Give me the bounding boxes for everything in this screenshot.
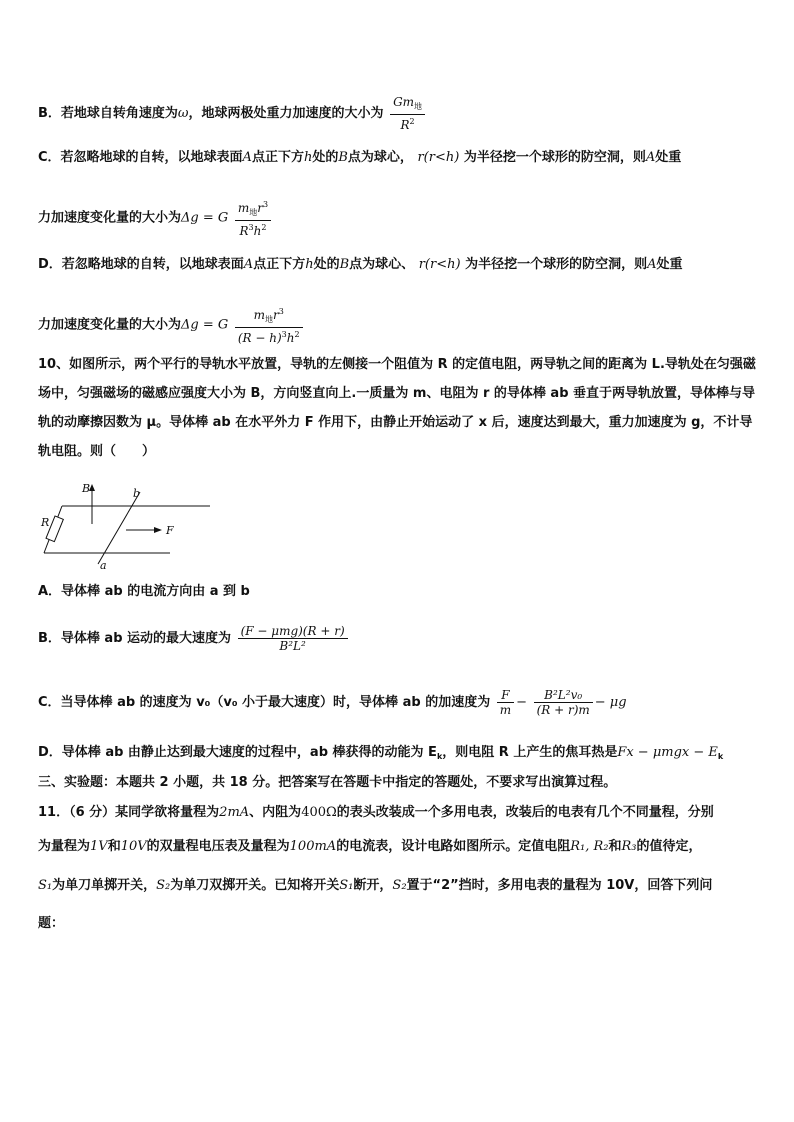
value: R₃ — [621, 839, 637, 854]
text: 的双量程电压表及量程为 — [146, 839, 290, 854]
var-A: A — [647, 257, 657, 272]
q10-c-frac1 — [497, 688, 514, 717]
frac-num: m — [253, 308, 265, 322]
q11-line3 — [38, 876, 712, 896]
frac-h: h — [286, 331, 295, 345]
value: 400Ω — [301, 805, 337, 820]
text: ，则电阻 R 上产生的焦耳热是 — [442, 745, 618, 760]
text: 11．（6 分）某同学欲将量程为 — [38, 805, 220, 820]
frac-sup: 2 — [294, 330, 300, 339]
formula-lhs: Δg = G — [181, 210, 229, 226]
var-A: A — [242, 150, 252, 165]
text: 为单刀双掷开关。已知将开关 — [170, 878, 340, 893]
force-arrowhead — [154, 527, 162, 533]
frac-den: (R − h) — [237, 331, 282, 345]
text: 点正下方 — [251, 150, 304, 165]
label-B: B — [82, 482, 91, 495]
text: 点为球心， — [347, 150, 413, 165]
var-A: A — [645, 150, 656, 165]
value: 2mA — [219, 805, 250, 820]
frac-sup: 3 — [281, 330, 287, 339]
var-h: h — [303, 150, 313, 165]
text: 点正下方 — [253, 257, 306, 272]
text: 为单刀单掷开关， — [52, 878, 157, 893]
text: 处的 — [313, 257, 340, 272]
text: 置于“2”挡时，多用电表的量程为 10V，回答下列问 — [406, 878, 713, 893]
label-a: a — [100, 559, 107, 572]
text: 的电流表，设计电路如图所示。定值电阻 — [336, 839, 571, 854]
value: 1V — [90, 839, 108, 854]
text: D．若忽略地球的自转，以地球表面 — [38, 257, 244, 272]
text: C．若忽略地球的自转，以地球表面 — [38, 150, 243, 165]
frac-sup: 3 — [262, 200, 269, 209]
q10-option-a: A．导体棒 ab 的电流方向由 a 到 b — [38, 584, 250, 599]
q9-option-d-line2 — [38, 305, 305, 345]
frac-sup: 3 — [248, 223, 254, 232]
label-R: R — [41, 516, 50, 529]
q10-option-c — [38, 688, 627, 717]
frac-sup: 3 — [278, 307, 284, 316]
tail: − μg — [594, 695, 627, 710]
q11-line1 — [38, 803, 714, 823]
frac-num: F — [501, 688, 510, 702]
text: 为半径挖一个球形的防空洞，则 — [465, 257, 648, 272]
text: 和 — [608, 839, 622, 854]
q10-stem: 10、如图所示，两个平行的导轨水平放置，导轨的左侧接一个阻值为 R 的定值电阻，两导轨之间的距离为 L.导轨处在匀强磁场中，匀强磁场的磁感应强度大小为 B，方向竖直向上.一质量为 m、电阻为 r 的导体棒 ab 垂直于两导轨放置，导体棒与导轨的动摩擦因数为 μ。导体棒 ab 在水平外力 F 作用下，由静止开始运动了 x 后，速度达到最大，重力加速度为 g，不计导轨电阻。则（ ） — [38, 357, 756, 459]
q10-c-frac2 — [534, 688, 593, 717]
q9-d-fraction — [235, 305, 303, 345]
frac-sub: 地 — [249, 208, 258, 217]
text: B．导体棒 ab 运动的最大速度为 — [38, 631, 232, 646]
text: 、内阻为 — [249, 805, 302, 820]
q11-line2 — [38, 837, 702, 857]
text: 和 — [107, 839, 121, 854]
q9-option-c-line1 — [38, 148, 681, 168]
frac-sub: 地 — [264, 315, 273, 324]
formula: Fx − μmgx − E — [617, 745, 718, 760]
switch-s1: S₁ — [38, 878, 53, 893]
var-B: B — [338, 150, 348, 165]
switch-s1: S₁ — [339, 878, 354, 893]
frac-r: r — [272, 308, 279, 322]
frac-den: (R + r)m — [534, 702, 593, 717]
sub-k: k — [717, 752, 724, 761]
frac-num-sub: 地 — [414, 102, 423, 111]
var-B: B — [339, 257, 350, 272]
q9-c-fraction — [235, 198, 271, 238]
frac-r: r — [257, 201, 263, 215]
rail-circuit-diagram — [38, 478, 218, 573]
section-heading: 三、实验题：本题共 2 小题，共 18 分。把答案写在答题卡中指定的答题处，不要求写出演算过程。 — [38, 775, 617, 790]
q10-option-d — [38, 743, 723, 767]
radius-condition: r(r<h) — [418, 257, 461, 272]
frac-den: R — [400, 118, 410, 132]
text: 的值待定， — [636, 839, 702, 854]
q9-b-text1: B．若地球自转角速度为 — [38, 106, 178, 121]
text: 点为球心、 — [349, 257, 415, 272]
frac-num: Gm — [393, 95, 415, 109]
frac-den: B²L² — [238, 638, 348, 653]
var-h: h — [305, 257, 314, 272]
text: 为量程为 — [38, 839, 91, 854]
frac-den: m — [497, 702, 514, 717]
text: 力加速度变化量的大小为 — [38, 317, 182, 333]
text: 断开， — [353, 878, 393, 893]
q9-b-text2: ，地球两极处重力加速度的大小为 — [188, 106, 384, 121]
text: 的表头改装成一个多用电表，改装后的电表有几个不同量程，分别 — [336, 805, 714, 820]
radius-condition: r(r<h) — [417, 150, 460, 165]
q11-line4: 题： — [38, 916, 65, 931]
frac-den: R — [239, 224, 249, 238]
q9-option-d-line1 — [38, 255, 683, 275]
value: R₁, R₂ — [570, 839, 609, 854]
var-A: A — [243, 257, 254, 272]
frac-num: m — [237, 201, 250, 215]
text: 力加速度变化量的大小为 — [38, 210, 182, 226]
text: 处的 — [312, 150, 339, 165]
text: D．导体棒 ab 由静止达到最大速度的过程中，ab 棒获得的动能为 E — [38, 745, 437, 760]
text: 为半径挖一个球形的防空洞，则 — [463, 150, 646, 165]
frac-sup: 2 — [261, 223, 267, 232]
switch-s2: S₂ — [156, 878, 171, 893]
frac-num: B²L²v₀ — [544, 688, 583, 702]
sub-k: k — [436, 752, 443, 761]
value: 10V — [120, 839, 147, 854]
frac-num: (F − μmg)(R + r) — [240, 624, 345, 638]
value: 100mA — [289, 839, 337, 854]
text: C．当导体棒 ab 的速度为 v₀（v₀ 小于最大速度）时，导体棒 ab 的加速度为 — [38, 695, 491, 710]
text: 处重 — [655, 150, 682, 165]
frac-den-sup: 2 — [409, 117, 415, 126]
frac-h: h — [253, 224, 262, 238]
label-b: b — [133, 487, 141, 500]
q9-option-c-line2 — [38, 198, 273, 238]
omega-symbol: ω — [177, 106, 189, 121]
q9-b-fraction — [390, 95, 425, 132]
text: 处重 — [656, 257, 683, 272]
switch-s2: S₂ — [392, 878, 407, 893]
label-F: F — [166, 524, 174, 537]
q10-b-fraction — [238, 624, 348, 653]
minus: − — [516, 695, 528, 710]
q9-option-b — [38, 95, 427, 132]
formula-lhs: Δg = G — [181, 317, 229, 333]
q10-option-b — [38, 624, 350, 653]
